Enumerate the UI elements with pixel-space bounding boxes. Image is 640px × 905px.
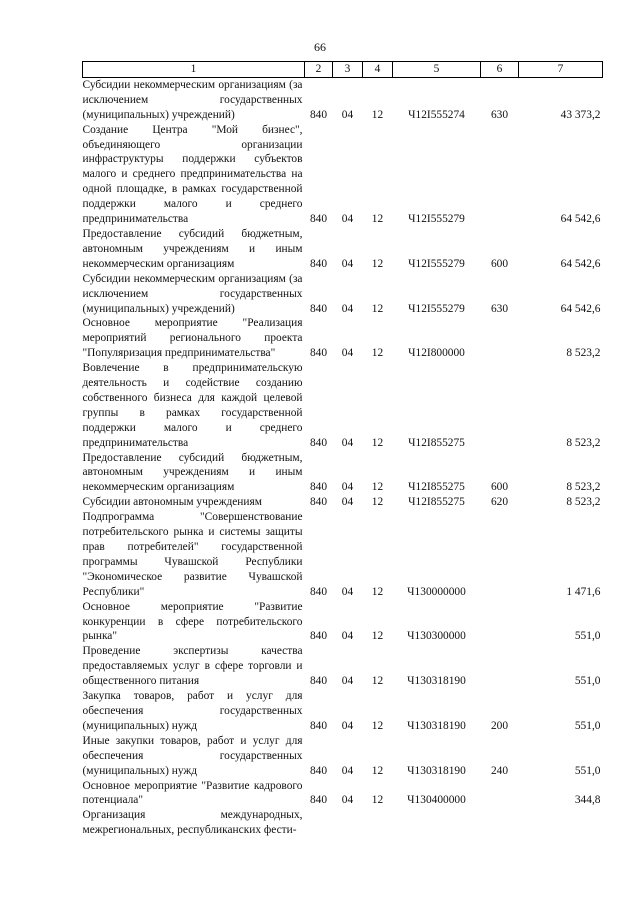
row-name: Вовлечение в предпринимательскую деятельность и содействие созданию собственного бизнеса для каждой целевой группы в рамках государственной поддержки малого и среднего предпринимательства <box>82 362 303 449</box>
row-code-3: 04 <box>341 585 354 598</box>
row-expense-type: 620 <box>490 496 509 509</box>
table-row <box>83 808 603 838</box>
row-code-4: 12 <box>371 585 384 598</box>
row-name: Закупка товаров, работ и услуг для обеспечения государственных (муниципальных) нужд <box>82 690 303 732</box>
row-name: Основное мероприятие "Реализация мероприятий регионального проекта "Популяризация предпринимательства" <box>82 317 303 360</box>
row-code-4: 12 <box>371 257 384 270</box>
row-expense-type <box>481 644 519 689</box>
table-row <box>83 495 603 510</box>
page-number: 66 <box>314 40 326 54</box>
row-code-3: 04 <box>341 481 354 494</box>
row-target-code: Ч130318190 <box>407 719 466 732</box>
row-expense-type <box>481 123 519 227</box>
row-code-3 <box>333 808 363 838</box>
row-target-code: Ч12I855275 <box>408 481 465 494</box>
row-code-2: 840 <box>309 347 328 360</box>
row-code-4: 12 <box>371 302 384 315</box>
row-code-2: 840 <box>309 481 328 494</box>
table-row <box>83 510 603 599</box>
row-code-2: 840 <box>309 302 328 315</box>
table-row <box>83 779 603 809</box>
row-amount <box>519 808 603 838</box>
table-row <box>83 451 603 496</box>
row-code-2: 840 <box>309 630 328 643</box>
row-amount: 64 542,6 <box>560 302 601 315</box>
table-row <box>83 77 603 122</box>
column-header-1: 1 <box>83 62 305 78</box>
table-header <box>83 62 603 78</box>
table-row <box>83 316 603 361</box>
row-code-4: 12 <box>371 496 384 509</box>
row-name: Субсидии некоммерческим организациям (за исключением государственных (муниципальных) учреждений) <box>82 272 303 315</box>
row-expense-type <box>481 779 519 809</box>
row-code-3: 04 <box>341 257 354 270</box>
row-amount: 8 523,2 <box>566 347 601 360</box>
row-expense-type <box>481 600 519 645</box>
row-amount: 8 523,2 <box>566 496 601 509</box>
row-code-3: 04 <box>341 108 354 121</box>
table-row <box>83 600 603 645</box>
row-target-code: Ч12I555274 <box>408 108 465 121</box>
row-code-2: 840 <box>309 764 328 777</box>
row-target-code: Ч130000000 <box>407 585 466 598</box>
row-code-2: 840 <box>309 213 328 226</box>
column-header-5: 5 <box>393 62 481 78</box>
row-code-4: 12 <box>371 630 384 643</box>
row-code-4: 12 <box>371 764 384 777</box>
row-code-3: 04 <box>341 213 354 226</box>
row-target-code: Ч12I855275 <box>408 496 465 509</box>
row-name: Подпрограмма "Совершенствование потребительского рынка и системы защиты прав потребителей" государственной программы Чувашской Республики "Экономическое развитие Чувашской Республики" <box>82 511 303 598</box>
row-target-code: Ч12I800000 <box>408 347 465 360</box>
row-amount: 551,0 <box>574 764 601 777</box>
header-row <box>83 62 603 78</box>
row-code-2: 840 <box>309 675 328 688</box>
row-amount: 8 523,2 <box>566 481 601 494</box>
row-code-3: 04 <box>341 302 354 315</box>
row-expense-type <box>481 510 519 599</box>
row-target-code: Ч130400000 <box>407 794 466 807</box>
row-amount: 64 542,6 <box>560 213 601 226</box>
row-expense-type: 600 <box>490 481 509 494</box>
row-code-4: 12 <box>371 213 384 226</box>
row-amount: 344,8 <box>574 794 601 807</box>
row-name: Создание Центра "Мой бизнес", объединяющего организации инфраструктуры поддержки субъектов малого и среднего предпринимательства на одной площадке, в рамках государственной поддержки малого и среднего предпринимательства <box>82 123 303 226</box>
row-name: Субсидии некоммерческим организациям (за исключением государственных (муниципальных) учреждений) <box>82 78 303 121</box>
row-expense-type <box>481 361 519 450</box>
row-code-3: 04 <box>341 719 354 732</box>
table-row <box>83 227 603 272</box>
row-name: Предоставление субсидий бюджетным, автономным учреждениям и иным некоммерческим организациям <box>82 227 303 270</box>
row-target-code: Ч130318190 <box>407 675 466 688</box>
row-code-2: 840 <box>309 794 328 807</box>
row-code-4: 12 <box>371 719 384 732</box>
row-expense-type <box>481 808 519 838</box>
row-expense-type: 200 <box>490 719 509 732</box>
table-body <box>83 77 603 838</box>
row-code-4: 12 <box>371 347 384 360</box>
row-code-3: 04 <box>341 496 354 509</box>
row-target-code: Ч12I555279 <box>408 257 465 270</box>
row-code-3: 04 <box>341 347 354 360</box>
row-code-4: 12 <box>371 436 384 449</box>
row-code-4: 12 <box>371 481 384 494</box>
row-name: Проведение экспертизы качества предоставляемых услуг в сфере торговли и общественного питания <box>82 645 303 688</box>
row-amount: 551,0 <box>574 675 601 688</box>
row-amount: 64 542,6 <box>560 257 601 270</box>
row-name: Иные закупки товаров, работ и услуг для обеспечения государственных (муниципальных) нужд <box>82 734 303 777</box>
row-target-code: Ч130318190 <box>407 764 466 777</box>
row-code-2: 840 <box>309 108 328 121</box>
row-code-4 <box>363 808 393 838</box>
row-code-3: 04 <box>341 764 354 777</box>
row-expense-type: 600 <box>490 257 509 270</box>
row-name: Предоставление субсидий бюджетным, автономным учреждениям и иным некоммерческим организациям <box>82 451 303 494</box>
row-code-2: 840 <box>309 719 328 732</box>
row-code-2: 840 <box>309 585 328 598</box>
row-amount: 43 373,2 <box>560 108 601 121</box>
row-target-code <box>393 808 481 838</box>
column-header-3: 3 <box>333 62 363 78</box>
column-header-2: 2 <box>305 62 333 78</box>
row-code-2: 840 <box>309 436 328 449</box>
row-amount: 1 471,6 <box>566 585 601 598</box>
row-expense-type: 240 <box>490 764 509 777</box>
row-code-3: 04 <box>341 675 354 688</box>
row-name: Субсидии автономным учреждениям <box>82 496 262 509</box>
row-amount: 551,0 <box>574 719 601 732</box>
column-header-6: 6 <box>481 62 519 78</box>
row-code-3: 04 <box>341 794 354 807</box>
row-target-code: Ч130300000 <box>407 630 466 643</box>
row-amount: 551,0 <box>574 630 601 643</box>
row-code-2 <box>305 808 333 838</box>
row-target-code: Ч12I855275 <box>408 436 465 449</box>
table-row <box>83 361 603 450</box>
table-row <box>83 689 603 734</box>
row-expense-type: 630 <box>490 302 509 315</box>
table-row <box>83 734 603 779</box>
table-row <box>83 272 603 317</box>
row-code-2: 840 <box>309 496 328 509</box>
row-name: Основное мероприятие "Развитие кадрового потенциала" <box>82 779 303 807</box>
row-name: Основное мероприятие "Развитие конкуренции в сфере потребительского рынка" <box>82 600 303 643</box>
row-code-4: 12 <box>371 675 384 688</box>
table-row <box>83 123 603 227</box>
row-code-2: 840 <box>309 257 328 270</box>
row-target-code: Ч12I555279 <box>408 213 465 226</box>
row-expense-type <box>481 316 519 361</box>
budget-table <box>82 61 603 838</box>
row-code-3: 04 <box>341 436 354 449</box>
column-header-7: 7 <box>519 62 603 78</box>
row-code-3: 04 <box>341 630 354 643</box>
row-name: Организация международных, межрегиональных, республиканских фести- <box>82 809 303 837</box>
row-expense-type: 630 <box>490 108 509 121</box>
row-code-4: 12 <box>371 108 384 121</box>
row-target-code: Ч12I555279 <box>408 302 465 315</box>
column-header-4: 4 <box>363 62 393 78</box>
row-code-4: 12 <box>371 794 384 807</box>
row-amount: 8 523,2 <box>566 436 601 449</box>
table-row <box>83 644 603 689</box>
